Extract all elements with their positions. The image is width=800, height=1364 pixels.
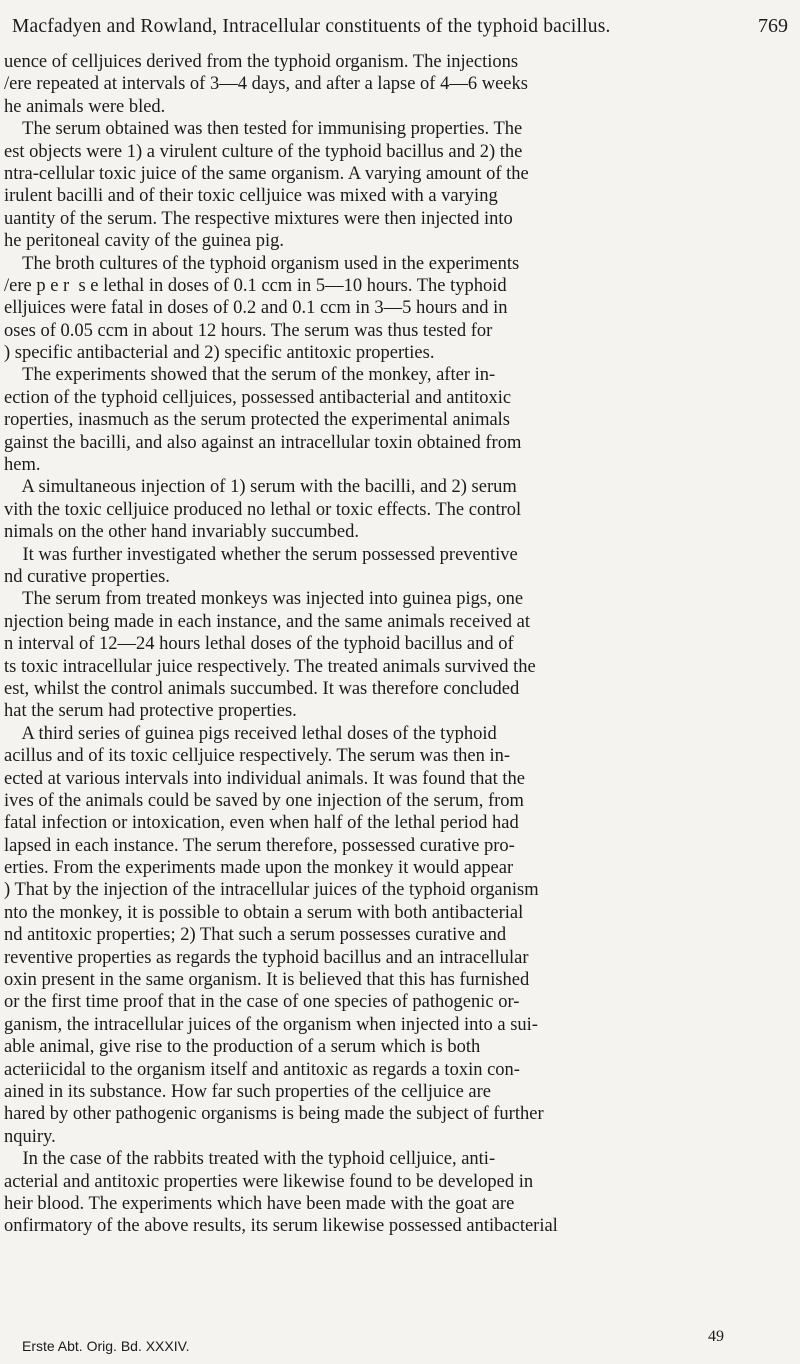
text-line: irulent bacilli and of their toxic celljuice was mixed with a varying — [4, 186, 498, 207]
text-line: oses of 0.05 ccm in about 12 hours. The serum was thus tested for — [4, 320, 493, 341]
journal-citation: Erste Abt. Orig. Bd. XXXIV. — [22, 1338, 190, 1354]
text-line: A simultaneous injection of 1) serum with the bacilli, and 2) serum — [4, 477, 517, 498]
text-line: nimals on the other hand invariably succumbed. — [4, 522, 360, 543]
text-line: hem. — [4, 455, 41, 476]
text-line: he animals were bled. — [4, 96, 166, 117]
text-line: The experiments showed that the serum of the monkey, after in- — [4, 365, 496, 386]
text-line: The serum from treated monkeys was injected into guinea pigs, one — [4, 589, 524, 610]
text-line: elljuices were fatal in doses of 0.2 and 0.1 ccm in 3—5 hours and in — [4, 298, 508, 319]
text-line: nd antitoxic properties; 2) That such a serum possesses curative and — [4, 925, 507, 946]
body-text — [4, 51, 790, 1238]
text-line: fatal infection or intoxication, even when half of the lethal period had — [4, 813, 519, 834]
text-line: able animal, give rise to the production of a serum which is both — [4, 1037, 481, 1058]
text-line: /ere p e r s e lethal in doses of 0.1 ccm in 5—10 hours. The typhoid — [4, 275, 507, 296]
text-line: acterial and antitoxic properties were likewise found to be developed in — [4, 1171, 534, 1192]
text-line: ained in its substance. How far such properties of the celljuice are — [4, 1081, 491, 1102]
text-line: nto the monkey, it is possible to obtain a serum with both antibacterial — [4, 902, 524, 923]
text-line: he peritoneal cavity of the guinea pig. — [4, 231, 284, 252]
text-line: ection of the typhoid celljuices, possessed antibacterial and antitoxic — [4, 387, 512, 408]
page-footer — [22, 1328, 780, 1358]
text-line: ts toxic intracellular juice respectively. The treated animals survived the — [4, 656, 536, 677]
text-line: or the first time proof that in the case of one species of pathogenic or- — [4, 992, 520, 1013]
text-line: erties. From the experiments made upon the monkey it would appear — [4, 858, 514, 879]
text-line: A third series of guinea pigs received lethal doses of the typhoid — [4, 723, 497, 744]
text-line: est, whilst the control animals succumbed. It was therefore concluded — [4, 678, 520, 699]
text-line: ) That by the injection of the intracellular juices of the typhoid organism — [4, 880, 539, 901]
text-line: ganism, the intracellular juices of the organism when injected into a sui- — [4, 1014, 538, 1035]
running-title: Macfadyen and Rowland, Intracellular constituents of the typhoid bacillus. — [12, 16, 611, 37]
text-line: uantity of the serum. The respective mixtures were then injected into — [4, 208, 513, 229]
text-line: hat the serum had protective properties. — [4, 701, 297, 722]
text-line: oxin present in the same organism. It is believed that this has furnished — [4, 970, 530, 991]
text-line: gainst the bacilli, and also against an intracellular toxin obtained from — [4, 432, 522, 453]
text-line: heir blood. The experiments which have been made with the goat are — [4, 1193, 515, 1214]
text-line: /ere repeated at intervals of 3—4 days, and after a lapse of 4—6 weeks — [4, 74, 528, 95]
text-line: n interval of 12—24 hours lethal doses of the typhoid bacillus and of — [4, 634, 514, 655]
text-line: It was further investigated whether the serum possessed preventive — [4, 544, 518, 565]
text-line: nquiry. — [4, 1126, 56, 1147]
text-line: ected at various intervals into individual animals. It was found that the — [4, 768, 525, 789]
text-line: roperties, inasmuch as the serum protected the experimental animals — [4, 410, 511, 431]
text-line: hared by other pathogenic organisms is being made the subject of further — [4, 1104, 544, 1125]
text-line: acteriicidal to the organism itself and antitoxic as regards a toxin con- — [4, 1059, 520, 1080]
running-header — [12, 14, 788, 39]
text-line: vith the toxic celljuice produced no lethal or toxic effects. The control — [4, 499, 522, 520]
text-line: The serum obtained was then tested for immunising properties. The — [4, 119, 523, 140]
text-line: nd curative properties. — [4, 566, 170, 587]
text-line: uence of celljuices derived from the typhoid organism. The injections — [4, 52, 519, 72]
text-line: acillus and of its toxic celljuice respectively. The serum was then in- — [4, 746, 511, 767]
page-number: 769 — [758, 15, 788, 37]
text-line: The broth cultures of the typhoid organism used in the experiments — [4, 253, 520, 274]
text-line: ) specific antibacterial and 2) specific antitoxic properties. — [4, 343, 435, 364]
text-line: est objects were 1) a virulent culture of the typhoid bacillus and 2) the — [4, 141, 523, 162]
text-line: njection being made in each instance, and the same animals received at — [4, 611, 531, 632]
text-line: In the case of the rabbits treated with the typhoid celljuice, anti- — [4, 1149, 496, 1170]
text-line: ives of the animals could be saved by one injection of the serum, from — [4, 790, 524, 811]
sheet-number: 49 — [708, 1328, 724, 1345]
text-line: reventive properties as regards the typhoid bacillus and an intracellular — [4, 947, 529, 968]
text-line: ntra-cellular toxic juice of the same organism. A varying amount of the — [4, 163, 529, 184]
text-line: lapsed in each instance. The serum therefore, possessed curative pro- — [4, 835, 515, 856]
text-line: onfirmatory of the above results, its serum likewise possessed antibacterial — [4, 1216, 558, 1237]
